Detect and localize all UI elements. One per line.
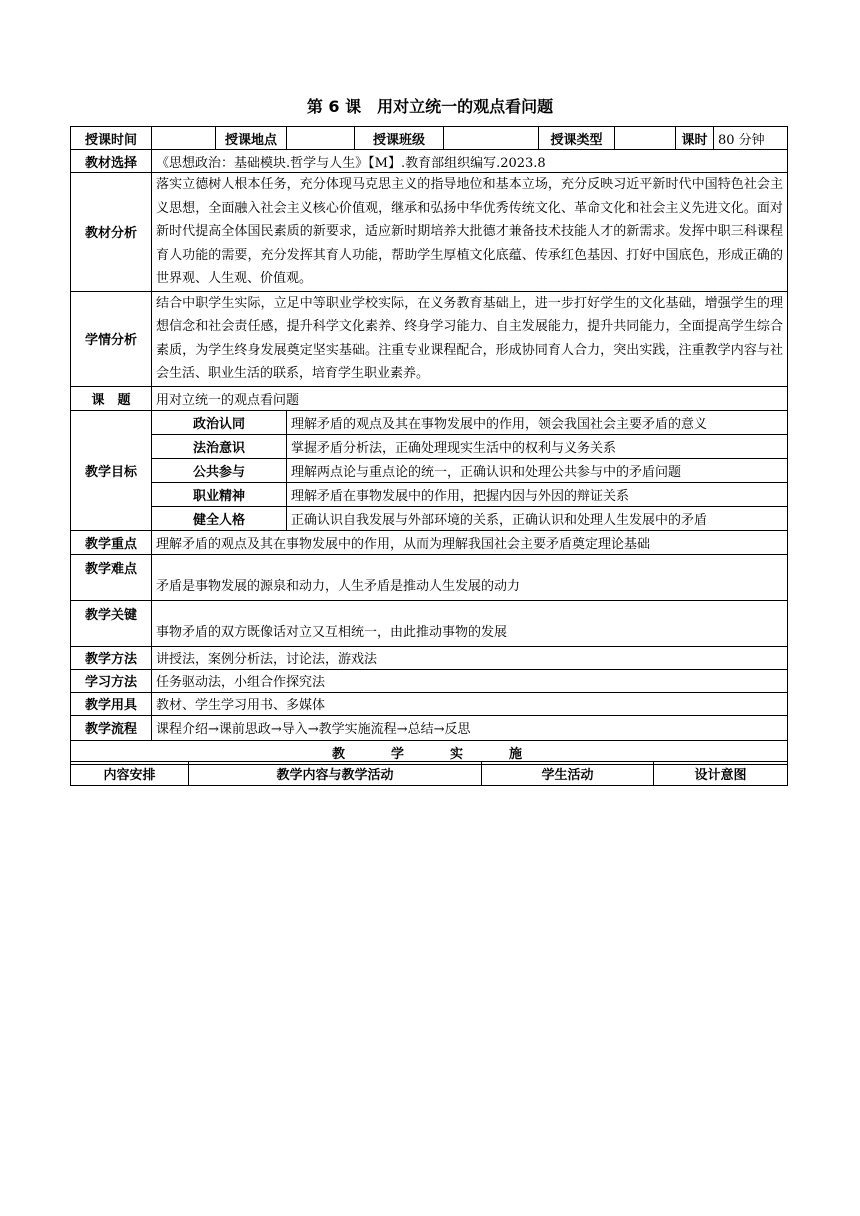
- textbook-label: 教材选择: [71, 150, 152, 173]
- objective-name: 法治意识: [152, 434, 287, 458]
- objective-row: [71, 482, 788, 506]
- objective-text: 掌握矛盾分析法，正确处理现实生活中的权利与义务关系: [287, 434, 788, 458]
- time-value: [152, 127, 216, 150]
- learning-method-row: [71, 669, 788, 692]
- student-analysis-text: 结合中职学生实际，立足中等职业学校实际，在义务教育基础上，进一步打好学生的文化基础，增强学生的理想信念和社会责任感，提升科学文化素养、终身学习能力、自主发展能力，提升共同能力，全面提高学生综合素质，为学生终身发展奠定坚实基础。注重专业课程配合，形成协同育人合力，突出实践，注重教学内容与社会生活、职业生活的联系，培育学生职业素养。: [152, 291, 788, 386]
- header-row: [71, 127, 788, 150]
- column-header: 设计意图: [654, 762, 788, 786]
- difficulty-value: 矛盾是事物发展的源泉和动力，人生矛盾是推动人生发展的动力: [152, 554, 788, 600]
- textbook-analysis-label: 教材分析: [71, 173, 152, 292]
- key-link-label: 教学关键: [71, 600, 152, 646]
- implementation-columns-table: [70, 761, 788, 786]
- topic-value: 用对立统一的观点看问题: [152, 386, 788, 410]
- objective-row: [71, 434, 788, 458]
- place-value: [287, 127, 355, 150]
- teaching-method-row: [71, 646, 788, 669]
- type-label: 授课类型: [539, 127, 615, 150]
- objective-name: 政治认同: [152, 410, 287, 434]
- topic-row: [71, 386, 788, 410]
- student-analysis-row: [71, 291, 788, 386]
- column-header: 内容安排: [71, 762, 189, 786]
- teaching-method-label: 教学方法: [71, 646, 152, 669]
- teaching-method-value: 讲授法，案例分析法，讨论法，游戏法: [152, 646, 788, 669]
- textbook-row: [71, 150, 788, 173]
- hours-label: 课时: [676, 127, 714, 150]
- column-header: 学生活动: [482, 762, 654, 786]
- textbook-analysis-row: [71, 173, 788, 292]
- objective-row: [71, 506, 788, 530]
- objective-name: 公共参与: [152, 458, 287, 482]
- key-point-label: 教学重点: [71, 530, 152, 554]
- implementation-columns-row: [71, 762, 788, 786]
- flow-label: 教学流程: [71, 715, 152, 740]
- hours-value: 80 分钟: [714, 127, 788, 150]
- type-value: [615, 127, 676, 150]
- objective-row: [71, 458, 788, 482]
- objective-text: 理解矛盾的观点及其在事物发展中的作用，领会我国社会主要矛盾的意义: [287, 410, 788, 434]
- textbook-analysis-text: 落实立德树人根本任务，充分体现马克思主义的指导地位和基本立场，充分反映习近平新时代中国特色社会主义思想，全面融入社会主义核心价值观，继承和弘扬中华优秀传统文化、革命文化和社会主义先进文化。面对新时代提高全体国民素质的新要求，适应新时期培养大批德才兼备技术技能人才的新需求。发挥中职三科课程育人功能的需要，充分发挥其育人功能，帮助学生厚植文化底蕴、传承红色基因、打好中国底色，形成正确的世界观、人生观、价值观。: [152, 173, 788, 292]
- flow-value: 课程介绍→课前思政→导入→教学实施流程→总结→反思: [152, 715, 788, 740]
- time-label: 授课时间: [71, 127, 152, 150]
- learning-method-value: 任务驱动法，小组合作探究法: [152, 669, 788, 692]
- textbook-value: 《思想政治：基础模块.哲学与人生》【M】.教育部组织编写.2023.8: [152, 150, 788, 173]
- objective-text: 理解两点论与重点论的统一，正确认识和处理公共参与中的矛盾问题: [287, 458, 788, 482]
- student-analysis-label: 学情分析: [71, 291, 152, 386]
- objectives-label: 教学目标: [71, 410, 152, 530]
- objective-text: 理解矛盾在事物发展中的作用，把握内因与外因的辩证关系: [287, 482, 788, 506]
- implementation-heading: 教学实施: [71, 740, 788, 764]
- key-point-value: 理解矛盾的观点及其在事物发展中的作用，从而为理解我国社会主要矛盾奠定理论基础: [152, 530, 788, 554]
- tools-label: 教学用具: [71, 692, 152, 715]
- flow-row: [71, 715, 788, 740]
- key-link-value: 事物矛盾的双方既像话对立又互相统一，由此推动事物的发展: [152, 600, 788, 646]
- objective-row: [71, 410, 788, 434]
- tools-value: 教材、学生学习用书、多媒体: [152, 692, 788, 715]
- class-value: [444, 127, 539, 150]
- page-title: 第 6 课 用对立统一的观点看问题: [306, 97, 554, 116]
- difficulty-label: 教学难点: [71, 554, 152, 600]
- difficulty-row: [71, 554, 788, 600]
- objective-name: 职业精神: [152, 482, 287, 506]
- tools-row: [71, 692, 788, 715]
- lesson-plan-table-main: [70, 126, 788, 765]
- place-label: 授课地点: [216, 127, 287, 150]
- objective-name: 健全人格: [152, 506, 287, 530]
- learning-method-label: 学习方法: [71, 669, 152, 692]
- topic-label: 课 题: [71, 386, 152, 410]
- key-link-row: [71, 600, 788, 646]
- class-label: 授课班级: [355, 127, 444, 150]
- key-point-row: [71, 530, 788, 554]
- objective-text: 正确认识自我发展与外部环境的关系，正确认识和处理人生发展中的矛盾: [287, 506, 788, 530]
- column-header: 教学内容与教学活动: [189, 762, 482, 786]
